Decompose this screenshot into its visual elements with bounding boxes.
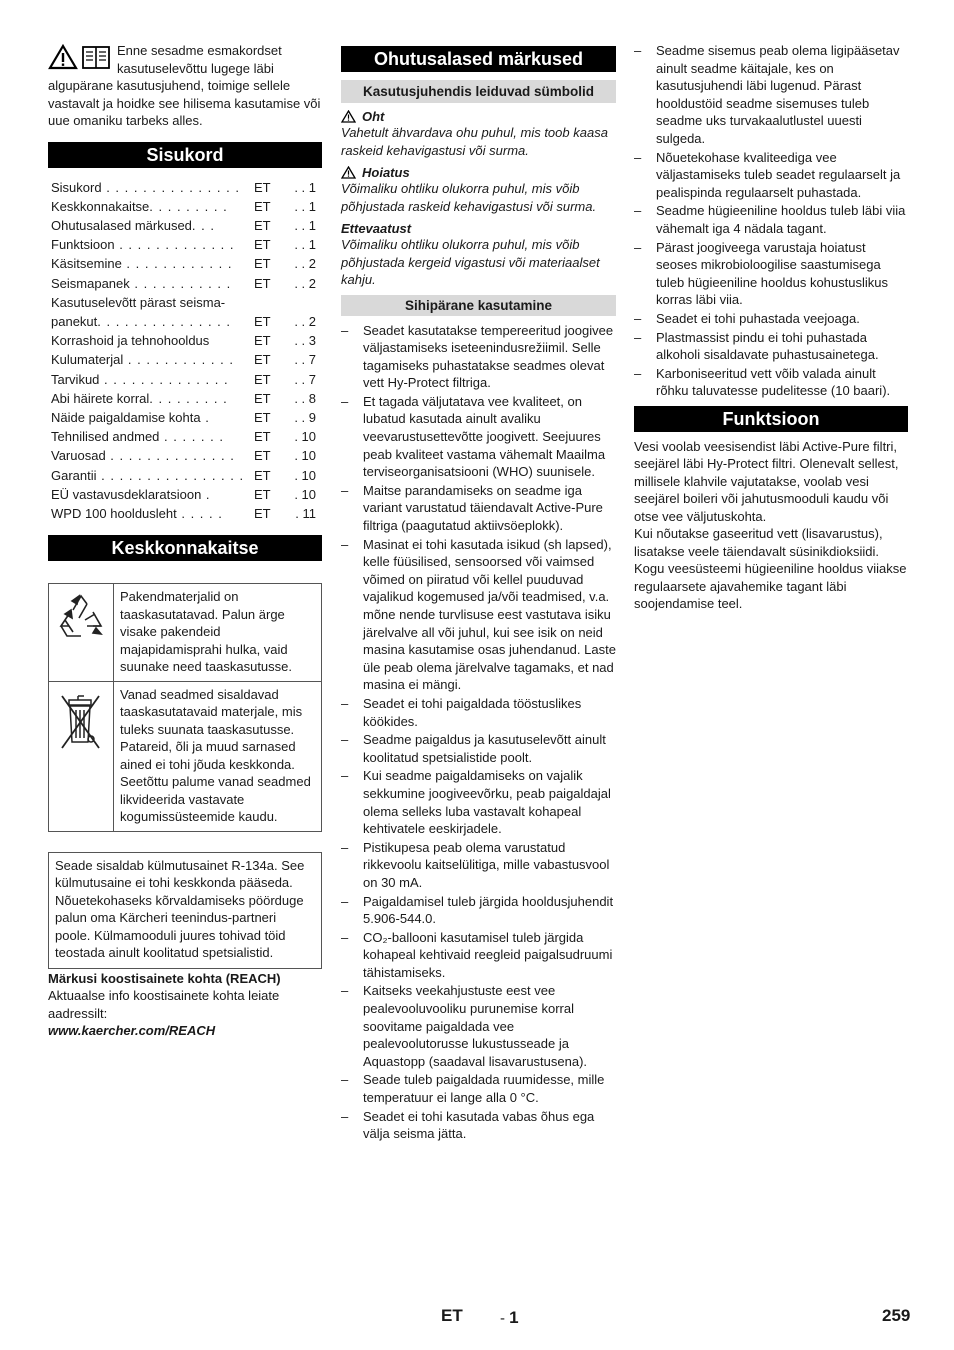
list-item: – Karboniseeritud vett võib valada ainult rõhku taluvatesse pudelitesse (10 baari).	[634, 365, 908, 400]
toc-entry-dots: . . . . . . . . . . . .	[123, 352, 234, 368]
list-item: – Masinat ei tohi kasutada isikud (sh lapsed), kelle füüsilised, sensoorsed või vaimsed võimed on piiratud või kellel puuduvad vajalikud kogemused ja/või teadmised, v.a. mõne nende turvlisuse eest vastutava isiku järelvalve all või juhul, kui see isik on neid masina kasutamise osas juhendanud. Laste üle peab olema järelvalve tagamaks, et nad masina ei mängi.	[341, 536, 616, 694]
toc-entry-page: . . 1	[294, 217, 316, 233]
toc-row[interactable]	[48, 197, 322, 216]
toc-entry-name: Kulumaterjal	[51, 352, 124, 368]
env-text-old-devices: Vanad seadmed sisaldavad taaskasutatavaid materjale, mis tuleks suunata taaskasutusse. Patareid, õli ja muud sarnased ained ei tohi jõuda keskkonda. Seetõttu palume vanad seadmed likvideerida vastavate kogumissüsteemide kaudu.	[114, 681, 322, 831]
toc-entry-name: Tarvikud	[51, 371, 100, 387]
function-text-1: Vesi voolab veesisendist läbi Active-Pure filtri, seejärel läbi Hy-Protect filtri. Olenevalt sellest, millisele klahvile vajutatakse, voolab vesi seejärel boileri või jahutusmooduli kaudu või otse vee väljutuskohta.	[634, 438, 899, 524]
toc-entry-dots: . . . . . . . . . . . .	[121, 256, 233, 272]
usage-heading: Sihipärane kasutamine	[341, 295, 616, 316]
toc-entry-page: . 11	[295, 505, 316, 521]
toc-entry-page: . . 7	[294, 352, 316, 368]
toc-row[interactable]	[48, 370, 322, 389]
toc-row[interactable]	[48, 254, 322, 273]
toc-entry-lang: ET	[254, 409, 271, 425]
list-item: – Seadme hügieeniline hooldus tuleb läbi viia vähemalt iga 4 nädala tagant.	[634, 202, 908, 237]
symbols-heading: Kasutusjuhendis leiduvad sümbolid	[341, 80, 616, 103]
toc-heading: Sisukord	[48, 142, 322, 168]
list-item: – Seadet ei tohi puhastada veejoaga.	[634, 310, 908, 328]
intro-block	[48, 42, 322, 130]
reach-link[interactable]: www.kaercher.com/REACH	[48, 1023, 216, 1039]
env-row-packaging	[49, 584, 322, 682]
toc-row[interactable]	[48, 466, 322, 485]
toc-entry-page: . . 3	[294, 333, 316, 349]
toc-entry-dots: . . . . . . . . . . . . .	[114, 237, 235, 253]
env-table	[48, 583, 322, 832]
symbol-warning-text: Võimaliku ohtliku olukorra puhul, mis võib põhjustada raskeid kehavigastusi või surma.	[341, 181, 597, 214]
footer-dash: -	[500, 1310, 505, 1327]
symbol-caution	[341, 221, 616, 289]
list-item: – Paigaldamisel tuleb järgida hooldusjuhendit 5.906-544.0.	[341, 893, 616, 928]
toc-entry-page: . 10	[294, 429, 316, 445]
toc-entry-lang: ET	[254, 448, 271, 464]
toc-entry-page: . . 2	[294, 313, 316, 329]
crossed-bin-icon	[59, 690, 103, 752]
toc-entry-lang: ET	[254, 237, 271, 253]
toc-entry-name: Sisukord	[51, 179, 102, 195]
list-item: – Seadet ei tohi kasutada vabas õhus ega välja seisma jätta.	[341, 1108, 616, 1143]
toc-entry-name: Garantii	[51, 467, 97, 483]
toc-entry-lang: ET	[254, 352, 271, 368]
intro-icons	[48, 44, 111, 70]
toc-entry-name: EÜ vastavusdeklaratsioon	[51, 486, 202, 502]
toc-entry-dots: . . . . . . . . . . . . . .	[99, 371, 229, 387]
toc-entry-lang: ET	[254, 429, 271, 445]
toc-entry-name: Tehnilised andmed	[51, 429, 160, 445]
toc-row[interactable]	[48, 293, 322, 331]
list-item: – Nõuetekohase kvaliteediga vee väljastamiseks tuleb seadet regulaarselt ja pealispinda regulaarselt puhastada.	[634, 149, 908, 202]
toc-row[interactable]	[48, 408, 322, 427]
toc-entry-name: Korrashoid ja tehnohooldus	[51, 333, 210, 349]
warning-triangle-icon	[48, 44, 78, 70]
list-item: – Maitse parandamiseks on seadme iga variant varustatud täiendavalt Active-Pure filtriga (paagutatud aktiivsöeplokk).	[341, 482, 616, 535]
list-item: – Et tagada väljutatava vee kvaliteet, on lubatud kasutada ainult avaliku veevarustusettevõtte joogivett. Seejuures peab kvaliteet vastama vähemalt Maailma terviseorganisatsiooni (WHO) suunisele.	[341, 393, 616, 481]
list-item: – Plastmassist pindu ei tohi puhastada alkoholi sisaldavate puhastusainetega.	[634, 329, 908, 364]
toc-entry-lang: ET	[254, 371, 271, 387]
toc-entry-page: . 10	[294, 467, 316, 483]
toc-entry-page: . . 9	[294, 409, 316, 425]
list-item: – Seadme sisemus peab olema ligipääsetav ainult seadme käitajale, kes on kasutusjuhendi läbi lugenud. Pärast hooldustöid seadme sisemuses tuleb seadme uks turvakaalutlustel uuesti sulgeda.	[634, 42, 908, 148]
toc-row[interactable]	[48, 485, 322, 504]
toc-row[interactable]	[48, 427, 322, 446]
symbol-warning	[341, 165, 616, 215]
env-heading: Keskkonnakaitse	[48, 535, 322, 561]
toc-row[interactable]	[48, 274, 322, 293]
toc-entry-name: Käsitsemine	[51, 256, 122, 272]
warning-triangle-icon	[341, 166, 356, 179]
column-right	[634, 42, 908, 613]
toc-row[interactable]	[48, 446, 322, 465]
toc-entry-dots: . . . . . . . . .	[149, 390, 228, 406]
function-text-2: Kui nõutakse gaseeritud vett (lisavarustus), lisatakse veele täiendavalt süsinikdioksiidi. Kogu veesüsteemi hügieeniline hooldus viiakse regulaarsete ajavahemike tagant läbi soojendamise teel.	[634, 526, 907, 612]
toc-entry-name: WPD 100 hooldusleht	[51, 505, 177, 521]
footer-language: ET	[441, 1306, 463, 1325]
list-item: – Seade tuleb paigaldada ruumidesse, mille temperatuur ei lange alla 0 °C.	[341, 1071, 616, 1106]
toc-entry-page: . . 1	[294, 198, 316, 214]
toc-row[interactable]	[48, 216, 322, 235]
toc-entry-lang: ET	[254, 275, 271, 291]
symbol-danger-title: Oht	[362, 109, 385, 124]
toc-entry-name: Funktsioon	[51, 237, 115, 253]
toc-row[interactable]	[48, 331, 322, 350]
list-item: – Pärast joogiveega varustaja hoiatust seoses mikrobioloogilise saastumisega tuleb hügieeniline hooldus kohustuslikus korras läbi viia.	[634, 239, 908, 309]
usage-list-continued	[634, 42, 908, 400]
toc-entry-lang: ET	[254, 179, 271, 195]
reach-text: Aktuaalse info koostisainete kohta leiate aadressilt:	[48, 988, 280, 1021]
safety-heading: Ohutusalased märkused	[341, 46, 616, 72]
manual-book-icon	[81, 44, 111, 70]
warning-triangle-icon	[341, 110, 356, 123]
toc-entry-dots: . . . . . . . . . . . . . . .	[97, 313, 232, 329]
column-middle	[341, 42, 616, 1144]
column-left	[48, 42, 322, 1040]
toc-entry-name: Näide paigaldamise kohta	[51, 409, 201, 425]
toc-entry-dots: . . . . . . . . .	[149, 198, 228, 214]
usage-list	[341, 322, 616, 1143]
toc-entry-page: . . 8	[294, 390, 316, 406]
list-item: – CO₂-ballooni kasutamisel tuleb järgida kohapeal kehtivaid reegleid paigalsudruumi tähistamiseks.	[341, 929, 616, 982]
footer-local-page	[500, 1308, 519, 1328]
toc-row[interactable]	[48, 389, 322, 408]
toc-entry-dots: . . . . . . . . . . .	[129, 275, 232, 291]
env-text-packaging: Pakendmaterjalid on taaskasutatavad. Palun ärge visake pakendeid majapidamisprahi hulka, vaid suunake need taaskasutusse.	[114, 584, 322, 682]
toc-entry-dots: . . . . . . . . . . . . . . .	[101, 179, 240, 195]
toc-entry-page: . . 1	[294, 179, 316, 195]
toc-entry-lang: ET	[254, 467, 271, 483]
footer-local-number: 1	[509, 1308, 519, 1327]
toc-entry-dots: . . . . .	[176, 505, 223, 521]
list-item: – Seadet ei tohi paigaldada tööstuslikes köökides.	[341, 695, 616, 730]
toc-row[interactable]	[48, 178, 322, 197]
intro-text: Enne sesadme esmakordset kasutuselevõttu lugege läbi algupärane kasutusjuhend, toimige sellele vastavalt ja hoidke see hilisema kasutamise või uue omaniku tarbeks alles.	[48, 43, 321, 128]
symbol-danger-text: Vahetult ähvardava ohu puhul, mis toob kaasa raskeid kehavigastusi või surma.	[341, 125, 608, 158]
toc-entry-dots: .	[201, 486, 211, 502]
toc-entry-name: Keskkonnakaitse	[51, 198, 150, 214]
toc-entry-dots: . . . . . . . . . . . . . . . .	[96, 467, 245, 483]
list-item: – Seadme paigaldus ja kasutuselevõtt ainult koolitatud spetsialistide poolt.	[341, 731, 616, 766]
list-item: – Seadet kasutatakse tempereeritud joogivee väljastamiseks iseteenindusrežiimil. Selle tagamiseks puhastatakse seadmes olevat vett Hy-Protect filtriga.	[341, 322, 616, 392]
footer-page-number: 259	[882, 1306, 911, 1325]
toc-entry-page: . . 2	[294, 256, 316, 272]
toc-entry-page: . 10	[294, 486, 316, 502]
reach-title: Märkusi koostisainete kohta (REACH)	[48, 970, 281, 986]
function-heading: Funktsioon	[634, 406, 908, 432]
env-row-old-devices	[49, 681, 322, 831]
toc-entry-name: Ohutusalased märkused	[51, 217, 192, 233]
symbol-danger	[341, 109, 616, 159]
toc-entry-name: Seismapanek	[51, 275, 130, 291]
toc-entry-name: Kasutuselevõtt pärast seisma-panekut	[51, 294, 226, 329]
toc-table	[48, 178, 322, 524]
toc-row[interactable]	[48, 235, 322, 254]
toc-entry-lang: ET	[254, 390, 271, 406]
toc-entry-dots: . . . . . . . . . . . . . .	[105, 448, 235, 464]
toc-entry-name: Varuosad	[51, 448, 106, 464]
symbol-warning-title: Hoiatus	[362, 165, 410, 180]
refrigerant-notice: Seade sisaldab külmutusainet R-134a. See külmutusaine ei tohi keskkonda pääseda. Nõuetekohaseks kõrvaldamiseks pöörduge palun oma Kärcheri teenindus-partneri poole. Külmamooduli juures tohivad töid teostada ainult koolitatud spetsialistid.	[48, 852, 322, 969]
toc-entry-lang: ET	[254, 217, 271, 233]
toc-entry-lang: ET	[254, 333, 271, 349]
list-item: – Kui seadme paigaldamiseks on vajalik sekkumine joogiveevõrku, peab paigaldajal olema selleks luba vastavalt kohapeal kehtivatele eeskirjadele.	[341, 767, 616, 837]
toc-entry-lang: ET	[254, 486, 271, 502]
toc-entry-page: . 10	[294, 448, 316, 464]
toc-entry-lang: ET	[254, 198, 271, 214]
toc-entry-lang: ET	[254, 313, 271, 329]
toc-entry-lang: ET	[254, 256, 271, 272]
toc-entry-dots: . . . . . . .	[159, 429, 224, 445]
toc-entry-name: Abi häirete korral	[51, 390, 150, 406]
toc-entry-dots: .	[200, 409, 210, 425]
toc-entry-page: . . 7	[294, 371, 316, 387]
recycling-icon	[55, 592, 107, 644]
toc-row[interactable]	[48, 504, 322, 523]
toc-row[interactable]	[48, 350, 322, 369]
toc-entry-page: . . 1	[294, 237, 316, 253]
toc-entry-dots: . . .	[191, 217, 215, 233]
list-item: – Pistikupesa peab olema varustatud rikkevoolu kaitselülitiga, mille vabastusvool on 30 mA.	[341, 839, 616, 892]
toc-entry-page: . . 2	[294, 275, 316, 291]
symbol-caution-text: Võimaliku ohtliku olukorra puhul, mis võib põhjustada kergeid vigastusi või materiaalset kahju.	[341, 237, 600, 287]
symbol-caution-title: Ettevaatust	[341, 221, 412, 236]
toc-entry-lang: ET	[254, 505, 271, 521]
list-item: – Kaitseks veekahjustuste eest vee pealevooluvooliku purunemise korral soovitame paigaldada vee pealevoolutorusse lukustusseade ja Aquastopp (saadaval lisavarustusena).	[341, 982, 616, 1070]
